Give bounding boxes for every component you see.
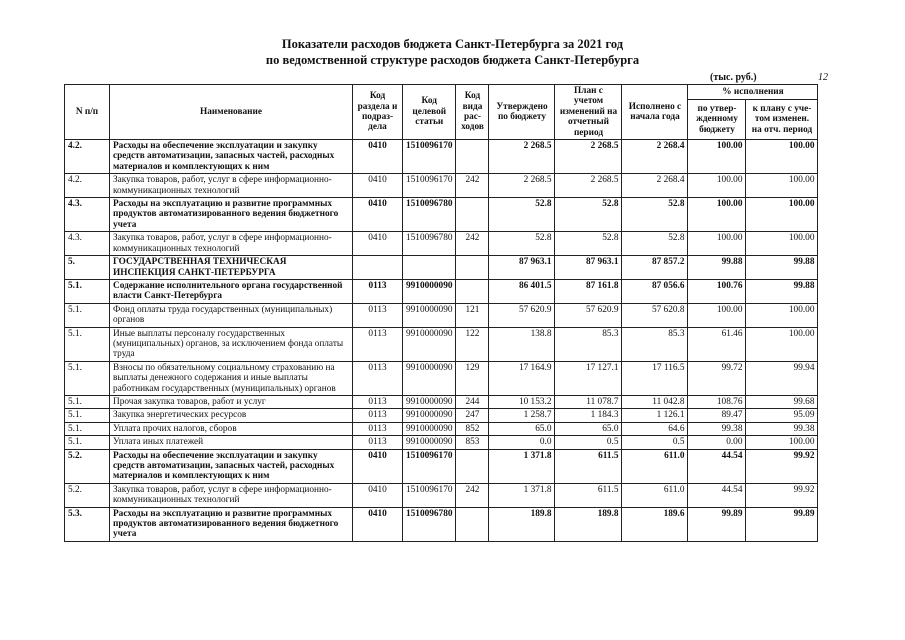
cell-num: 4.2. (65, 174, 110, 198)
cell-pct-plan: 100.00 (746, 327, 818, 361)
cell-executed: 64.6 (622, 422, 688, 435)
header-pct-plan: к плану с уче-том изменен. на отч. период (746, 99, 818, 139)
table-row (65, 232, 818, 256)
cell-num: 4.3. (65, 232, 110, 256)
cell-target-code: 9910000090 (403, 409, 456, 422)
cell-type-code: 244 (456, 395, 489, 408)
header-percent-group: % исполнения (688, 85, 818, 100)
cell-pct-approved: 99.72 (688, 361, 746, 395)
cell-executed: 1 126.1 (622, 409, 688, 422)
cell-target-code: 9910000090 (403, 279, 456, 303)
cell-target-code: 9910000090 (403, 327, 456, 361)
cell-target-code: 1510096780 (403, 198, 456, 232)
cell-pct-plan: 99.92 (746, 483, 818, 507)
cell-target-code: 1510096170 (403, 140, 456, 174)
table-row (65, 361, 818, 395)
cell-pct-approved: 100.00 (688, 232, 746, 256)
cell-name: Закупка товаров, работ, услуг в сфере информационно-коммуникационных технологий (110, 174, 353, 198)
cell-num: 5.1. (65, 436, 110, 449)
cell-num: 4.3. (65, 198, 110, 232)
cell-target-code: 9910000090 (403, 395, 456, 408)
cell-pct-approved: 44.54 (688, 449, 746, 483)
cell-type-code (456, 449, 489, 483)
cell-name: Взносы по обязательному социальному страхованию на выплаты денежного содержания и иные выплаты работникам государственных (муниципальных) органов (110, 361, 353, 395)
cell-type-code (456, 198, 489, 232)
cell-name: Иные выплаты персоналу государственных (муниципальных) органов, за исключением фонда оплаты труда (110, 327, 353, 361)
cell-executed: 17 116.5 (622, 361, 688, 395)
cell-approved: 1 371.8 (489, 449, 555, 483)
cell-approved: 52.8 (489, 232, 555, 256)
cell-type-code (456, 256, 489, 280)
cell-executed: 87 857.2 (622, 256, 688, 280)
cell-pct-plan: 100.00 (746, 232, 818, 256)
cell-type-code: 242 (456, 483, 489, 507)
cell-num: 5.1. (65, 409, 110, 422)
cell-pct-plan: 99.68 (746, 395, 818, 408)
cell-pct-approved: 61.46 (688, 327, 746, 361)
cell-plan: 189.8 (555, 507, 622, 541)
cell-pct-plan: 99.88 (746, 256, 818, 280)
cell-name: Расходы на обеспечение эксплуатации и закупку средств автоматизации, запасных частей, расходных материалов и комплектующих к ним (110, 140, 353, 174)
cell-target-code: 9910000090 (403, 436, 456, 449)
cell-type-code: 242 (456, 174, 489, 198)
cell-num: 5.3. (65, 507, 110, 541)
header-approved: Утверждено по бюджету (489, 85, 555, 140)
cell-pct-approved: 0.00 (688, 436, 746, 449)
document-title: Показатели расходов бюджета Санкт-Петербурга за 2021 год (281, 37, 624, 51)
cell-num: 5.1. (65, 361, 110, 395)
cell-section-code: 0410 (353, 507, 403, 541)
cell-approved: 1 258.7 (489, 409, 555, 422)
budget-table (64, 84, 818, 542)
cell-name: Закупка энергетических ресурсов (110, 409, 353, 422)
cell-type-code: 852 (456, 422, 489, 435)
cell-plan: 87 161.8 (555, 279, 622, 303)
cell-target-code: 1510096170 (403, 483, 456, 507)
cell-executed: 87 056.6 (622, 279, 688, 303)
cell-approved: 52.8 (489, 198, 555, 232)
header-pct-approved: по утвер-жденному бюджету (688, 99, 746, 139)
cell-executed: 52.8 (622, 198, 688, 232)
cell-plan: 2 268.5 (555, 140, 622, 174)
header-section-code: Код раздела и подраз-дела (353, 85, 403, 140)
cell-approved: 10 153.2 (489, 395, 555, 408)
cell-plan: 17 127.1 (555, 361, 622, 395)
cell-type-code: 129 (456, 361, 489, 395)
cell-section-code (353, 256, 403, 280)
units-label: (тыс. руб.) (710, 72, 757, 83)
cell-target-code: 9910000090 (403, 422, 456, 435)
cell-type-code: 121 (456, 303, 489, 327)
header-plan: План с учетом изменений на отчетный период (555, 85, 622, 140)
cell-approved: 87 963.1 (489, 256, 555, 280)
cell-type-code: 853 (456, 436, 489, 449)
table-row (65, 507, 818, 541)
cell-num: 4.2. (65, 140, 110, 174)
cell-executed: 57 620.8 (622, 303, 688, 327)
cell-pct-approved: 100.76 (688, 279, 746, 303)
cell-name: Уплата иных платежей (110, 436, 353, 449)
cell-pct-plan: 100.00 (746, 140, 818, 174)
cell-executed: 0.5 (622, 436, 688, 449)
cell-section-code: 0410 (353, 449, 403, 483)
table-row (65, 395, 818, 408)
table-row (65, 174, 818, 198)
cell-plan: 65.0 (555, 422, 622, 435)
cell-name: Фонд оплаты труда государственных (муниципальных) органов (110, 303, 353, 327)
cell-target-code: 1510096170 (403, 449, 456, 483)
cell-name: Закупка товаров, работ, услуг в сфере информационно-коммуникационных технологий (110, 232, 353, 256)
cell-pct-approved: 89.47 (688, 409, 746, 422)
cell-pct-plan: 99.88 (746, 279, 818, 303)
cell-target-code: 1510096170 (403, 174, 456, 198)
cell-section-code: 0113 (353, 436, 403, 449)
cell-executed: 2 268.4 (622, 140, 688, 174)
cell-name: Прочая закупка товаров, работ и услуг (110, 395, 353, 408)
document-subtitle: по ведомственной структуре расходов бюджета Санкт-Петербурга (265, 53, 640, 67)
cell-approved: 1 371.8 (489, 483, 555, 507)
cell-pct-approved: 99.88 (688, 256, 746, 280)
cell-type-code: 247 (456, 409, 489, 422)
cell-num: 5.2. (65, 449, 110, 483)
table-row (65, 140, 818, 174)
cell-section-code: 0113 (353, 279, 403, 303)
cell-pct-plan: 99.38 (746, 422, 818, 435)
cell-num: 5.1. (65, 303, 110, 327)
cell-target-code: 9910000090 (403, 303, 456, 327)
cell-executed: 611.0 (622, 483, 688, 507)
cell-plan: 611.5 (555, 483, 622, 507)
cell-pct-plan: 100.00 (746, 198, 818, 232)
cell-executed: 2 268.4 (622, 174, 688, 198)
cell-num: 5.1. (65, 395, 110, 408)
cell-plan: 52.8 (555, 198, 622, 232)
header-num: N п/п (65, 85, 110, 140)
cell-pct-plan: 100.00 (746, 303, 818, 327)
table-row (65, 303, 818, 327)
cell-num: 5.1. (65, 327, 110, 361)
cell-section-code: 0113 (353, 395, 403, 408)
cell-type-code (456, 507, 489, 541)
page-number: 12 (818, 72, 828, 83)
cell-name: Уплата прочих налогов, сборов (110, 422, 353, 435)
cell-name: Расходы на эксплуатацию и развитие программных продуктов автоматизированного ведения бюджетного учета (110, 198, 353, 232)
table-row (65, 256, 818, 280)
cell-num: 5. (65, 256, 110, 280)
cell-executed: 189.6 (622, 507, 688, 541)
cell-pct-plan: 95.09 (746, 409, 818, 422)
header-target-code: Код целевой статьи (403, 85, 456, 140)
cell-pct-approved: 100.00 (688, 198, 746, 232)
cell-type-code (456, 279, 489, 303)
cell-executed: 85.3 (622, 327, 688, 361)
cell-executed: 11 042.8 (622, 395, 688, 408)
cell-plan: 57 620.9 (555, 303, 622, 327)
cell-pct-approved: 99.89 (688, 507, 746, 541)
cell-target-code (403, 256, 456, 280)
table-row (65, 483, 818, 507)
cell-approved: 0.0 (489, 436, 555, 449)
header-type-code: Код вида рас-ходов (456, 85, 489, 140)
cell-name: Закупка товаров, работ, услуг в сфере информационно-коммуникационных технологий (110, 483, 353, 507)
cell-plan: 2 268.5 (555, 174, 622, 198)
header-executed: Исполнено с начала года (622, 85, 688, 140)
cell-target-code: 1510096780 (403, 507, 456, 541)
cell-pct-approved: 100.00 (688, 174, 746, 198)
cell-pct-approved: 108.76 (688, 395, 746, 408)
cell-plan: 85.3 (555, 327, 622, 361)
cell-name: Расходы на эксплуатацию и развитие программных продуктов автоматизированного ведения бюджетного учета (110, 507, 353, 541)
cell-pct-approved: 100.00 (688, 140, 746, 174)
table-row (65, 327, 818, 361)
cell-section-code: 0113 (353, 327, 403, 361)
cell-section-code: 0113 (353, 422, 403, 435)
table-row (65, 409, 818, 422)
cell-approved: 138.8 (489, 327, 555, 361)
cell-plan: 87 963.1 (555, 256, 622, 280)
cell-pct-approved: 100.00 (688, 303, 746, 327)
cell-name: Содержание исполнительного органа государственной власти Санкт-Петербурга (110, 279, 353, 303)
cell-section-code: 0410 (353, 232, 403, 256)
cell-approved: 2 268.5 (489, 140, 555, 174)
cell-plan: 52.8 (555, 232, 622, 256)
cell-target-code: 9910000090 (403, 361, 456, 395)
cell-section-code: 0410 (353, 140, 403, 174)
header-name: Наименование (110, 85, 353, 140)
cell-type-code: 242 (456, 232, 489, 256)
cell-num: 5.1. (65, 422, 110, 435)
cell-approved: 189.8 (489, 507, 555, 541)
cell-pct-plan: 100.00 (746, 174, 818, 198)
cell-name: ГОСУДАРСТВЕННАЯ ТЕХНИЧЕСКАЯ ИНСПЕКЦИЯ САНКТ-ПЕТЕРБУРГА (110, 256, 353, 280)
cell-num: 5.1. (65, 279, 110, 303)
table-body (65, 140, 818, 542)
cell-section-code: 0113 (353, 409, 403, 422)
table-row (65, 422, 818, 435)
cell-pct-approved: 99.38 (688, 422, 746, 435)
cell-plan: 611.5 (555, 449, 622, 483)
cell-plan: 1 184.3 (555, 409, 622, 422)
cell-section-code: 0410 (353, 174, 403, 198)
cell-section-code: 0113 (353, 303, 403, 327)
cell-approved: 17 164.9 (489, 361, 555, 395)
cell-section-code: 0410 (353, 198, 403, 232)
cell-section-code: 0113 (353, 361, 403, 395)
cell-pct-plan: 99.89 (746, 507, 818, 541)
cell-type-code: 122 (456, 327, 489, 361)
cell-pct-approved: 44.54 (688, 483, 746, 507)
cell-plan: 0.5 (555, 436, 622, 449)
cell-executed: 611.0 (622, 449, 688, 483)
table-row (65, 198, 818, 232)
cell-executed: 52.8 (622, 232, 688, 256)
cell-approved: 86 401.5 (489, 279, 555, 303)
table-row (65, 449, 818, 483)
cell-num: 5.2. (65, 483, 110, 507)
cell-pct-plan: 99.94 (746, 361, 818, 395)
cell-approved: 57 620.9 (489, 303, 555, 327)
cell-pct-plan: 99.92 (746, 449, 818, 483)
cell-type-code (456, 140, 489, 174)
cell-section-code: 0410 (353, 483, 403, 507)
cell-target-code: 1510096780 (403, 232, 456, 256)
cell-name: Расходы на обеспечение эксплуатации и закупку средств автоматизации, запасных частей, расходных материалов и комплектующих к ним (110, 449, 353, 483)
cell-pct-plan: 100.00 (746, 436, 818, 449)
cell-approved: 65.0 (489, 422, 555, 435)
cell-approved: 2 268.5 (489, 174, 555, 198)
cell-plan: 11 078.7 (555, 395, 622, 408)
table-row (65, 436, 818, 449)
table-row (65, 279, 818, 303)
